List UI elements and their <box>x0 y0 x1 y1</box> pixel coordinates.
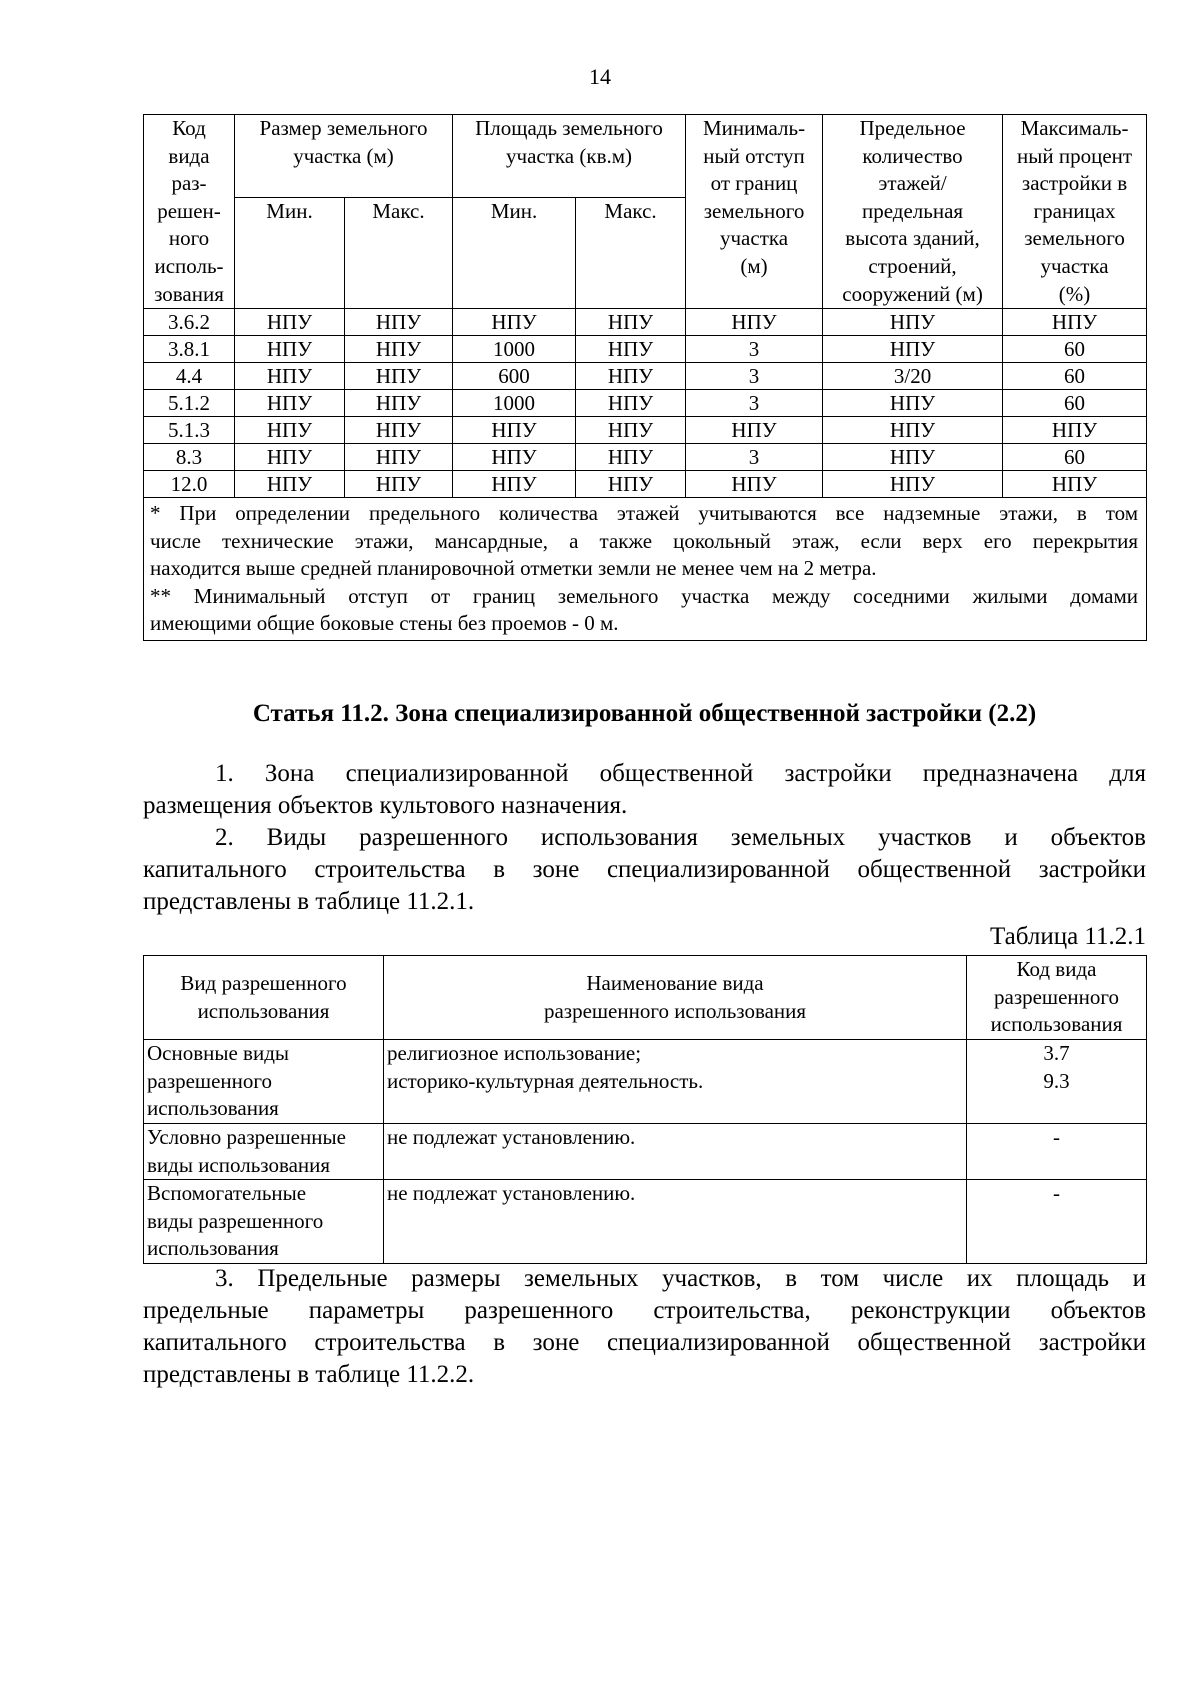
cell-area-min: НПУ <box>453 309 576 336</box>
article-heading: Статья 11.2. Зона специализированной общественной застройки (2.2) <box>252 700 1037 727</box>
cell-code: 5.1.3 <box>144 417 235 444</box>
footnote-line: имеющими общие боковые стены без проемов - 0 м. <box>150 611 619 636</box>
cell-area-min: 600 <box>453 363 576 390</box>
cell-area-max: НПУ <box>576 363 686 390</box>
cell-size-min: НПУ <box>235 336 345 363</box>
cell-area-max: НПУ <box>576 309 686 336</box>
table-row <box>144 444 1147 471</box>
cell-floors: НПУ <box>823 444 1003 471</box>
cell-floors: 3/20 <box>823 363 1003 390</box>
cell-size-min: НПУ <box>235 363 345 390</box>
cell-area-max: НПУ <box>576 336 686 363</box>
header-use-name: Наименование вида разрешенного использования <box>384 956 967 1040</box>
paragraph-line: предельные параметры разрешенного строительства, реконструкции объектов <box>143 1297 1146 1324</box>
paragraph-line: 2. Виды разрешенного использования земельных участков и объектов <box>215 824 1146 851</box>
cell-use-kind: Основные виды разрешенного использования <box>144 1040 384 1124</box>
cell-floors: НПУ <box>823 471 1003 498</box>
header-use-code: Код вида разрешенного использования <box>967 956 1147 1040</box>
table-caption: Таблица 11.2.1 <box>990 923 1146 950</box>
footnote-line: числе технические этажи, мансардные, а также цокольный этаж, если верх его перекрытия <box>150 528 1139 553</box>
cell-coverage: 60 <box>1003 336 1147 363</box>
permitted-use-table <box>143 955 1147 1264</box>
cell-coverage: 60 <box>1003 363 1147 390</box>
cell-floors: НПУ <box>823 417 1003 444</box>
cell-use-code: - <box>967 1124 1147 1180</box>
paragraph-line: 3. Предельные размеры земельных участков, в том числе их площадь и <box>215 1265 1146 1292</box>
cell-setback: НПУ <box>686 417 823 444</box>
cell-area-max: НПУ <box>576 471 686 498</box>
header-floors-height: Предельное количество этажей/ предельная высота зданий, строений, сооружений (м) <box>823 115 1003 309</box>
header-area-min: Мин. <box>453 198 576 309</box>
paragraph-2 <box>143 822 1146 918</box>
paragraph-line: представлены в таблице 11.2.1. <box>143 888 475 915</box>
table-row <box>144 1040 1147 1124</box>
header-use-kind: Вид разрешенного использования <box>144 956 384 1040</box>
cell-coverage: НПУ <box>1003 471 1147 498</box>
cell-code: 3.8.1 <box>144 336 235 363</box>
table-row <box>144 417 1147 444</box>
cell-coverage: 60 <box>1003 390 1147 417</box>
cell-floors: НПУ <box>823 336 1003 363</box>
table-row <box>144 390 1147 417</box>
cell-area-min: 1000 <box>453 336 576 363</box>
cell-size-max: НПУ <box>345 471 453 498</box>
cell-use-name: религиозное использование; историко-культурная деятельность. <box>384 1040 967 1124</box>
cell-size-max: НПУ <box>345 417 453 444</box>
header-code: Код вида раз- решен- ного исполь- зования <box>144 115 235 309</box>
cell-size-max: НПУ <box>345 309 453 336</box>
cell-size-min: НПУ <box>235 390 345 417</box>
header-size-min: Мин. <box>235 198 345 309</box>
cell-use-kind: Условно разрешенные виды использования <box>144 1124 384 1180</box>
table-row <box>144 471 1147 498</box>
footnotes-cell <box>144 498 1147 641</box>
header-plot-area: Площадь земельного участка (кв.м) <box>453 115 686 198</box>
cell-size-max: НПУ <box>345 336 453 363</box>
page-number: 14 <box>589 64 611 89</box>
paragraph-line: представлены в таблице 11.2.2. <box>143 1361 475 1388</box>
cell-code: 3.6.2 <box>144 309 235 336</box>
header-area-max: Макс. <box>576 198 686 309</box>
table-row <box>144 363 1147 390</box>
cell-area-min: 1000 <box>453 390 576 417</box>
cell-coverage: 60 <box>1003 444 1147 471</box>
cell-coverage: НПУ <box>1003 417 1147 444</box>
table-footnotes <box>144 498 1147 641</box>
cell-area-min: НПУ <box>453 471 576 498</box>
footnote-line: * При определении предельного количества этажей учитываются все надземные этажи, в том <box>150 501 1139 526</box>
cell-size-min: НПУ <box>235 444 345 471</box>
cell-code: 4.4 <box>144 363 235 390</box>
cell-setback: 3 <box>686 444 823 471</box>
cell-area-min: НПУ <box>453 417 576 444</box>
paragraph-1 <box>143 758 1146 822</box>
paragraph-line: капитального строительства в зоне специализированной общественной застройки <box>143 856 1146 883</box>
cell-use-name: не подлежат установлению. <box>384 1180 967 1264</box>
cell-area-max: НПУ <box>576 444 686 471</box>
paragraph-3 <box>143 1263 1146 1391</box>
cell-size-min: НПУ <box>235 417 345 444</box>
cell-use-name: не подлежат установлению. <box>384 1124 967 1180</box>
table-row <box>144 309 1147 336</box>
table-row <box>144 1180 1147 1264</box>
cell-use-code: - <box>967 1180 1147 1264</box>
cell-setback: 3 <box>686 390 823 417</box>
paragraph-line: капитального строительства в зоне специализированной общественной застройки <box>143 1329 1146 1356</box>
cell-size-max: НПУ <box>345 444 453 471</box>
cell-setback: 3 <box>686 363 823 390</box>
cell-setback: НПУ <box>686 471 823 498</box>
header-min-setback: Минималь- ный отступ от границ земельного участка (м) <box>686 115 823 309</box>
cell-code: 5.1.2 <box>144 390 235 417</box>
cell-floors: НПУ <box>823 309 1003 336</box>
paragraph-line: размещения объектов культового назначения. <box>143 792 628 819</box>
cell-size-max: НПУ <box>345 390 453 417</box>
cell-area-min: НПУ <box>453 444 576 471</box>
cell-coverage: НПУ <box>1003 309 1147 336</box>
cell-floors: НПУ <box>823 390 1003 417</box>
cell-setback: 3 <box>686 336 823 363</box>
table-row <box>144 336 1147 363</box>
cell-use-code: 3.7 9.3 <box>967 1040 1147 1124</box>
table-row <box>144 1124 1147 1180</box>
cell-code: 8.3 <box>144 444 235 471</box>
header-max-coverage: Максималь- ный процент застройки в границах земельного участка (%) <box>1003 115 1147 309</box>
header-plot-size: Размер земельного участка (м) <box>235 115 453 198</box>
cell-size-min: НПУ <box>235 471 345 498</box>
header-size-max: Макс. <box>345 198 453 309</box>
cell-code: 12.0 <box>144 471 235 498</box>
cell-setback: НПУ <box>686 309 823 336</box>
cell-size-min: НПУ <box>235 309 345 336</box>
cell-size-max: НПУ <box>345 363 453 390</box>
zone-parameters-table <box>143 114 1147 641</box>
cell-area-max: НПУ <box>576 417 686 444</box>
paragraph-line: 1. Зона специализированной общественной застройки предназначена для <box>215 760 1146 787</box>
footnote-line: находится выше средней планировочной отметки земли не менее чем на 2 метра. <box>150 556 877 581</box>
cell-use-kind: Вспомогательные виды разрешенного использования <box>144 1180 384 1264</box>
cell-area-max: НПУ <box>576 390 686 417</box>
footnote-line: ** Минимальный отступ от границ земельного участка между соседними жилыми домами <box>150 583 1139 608</box>
